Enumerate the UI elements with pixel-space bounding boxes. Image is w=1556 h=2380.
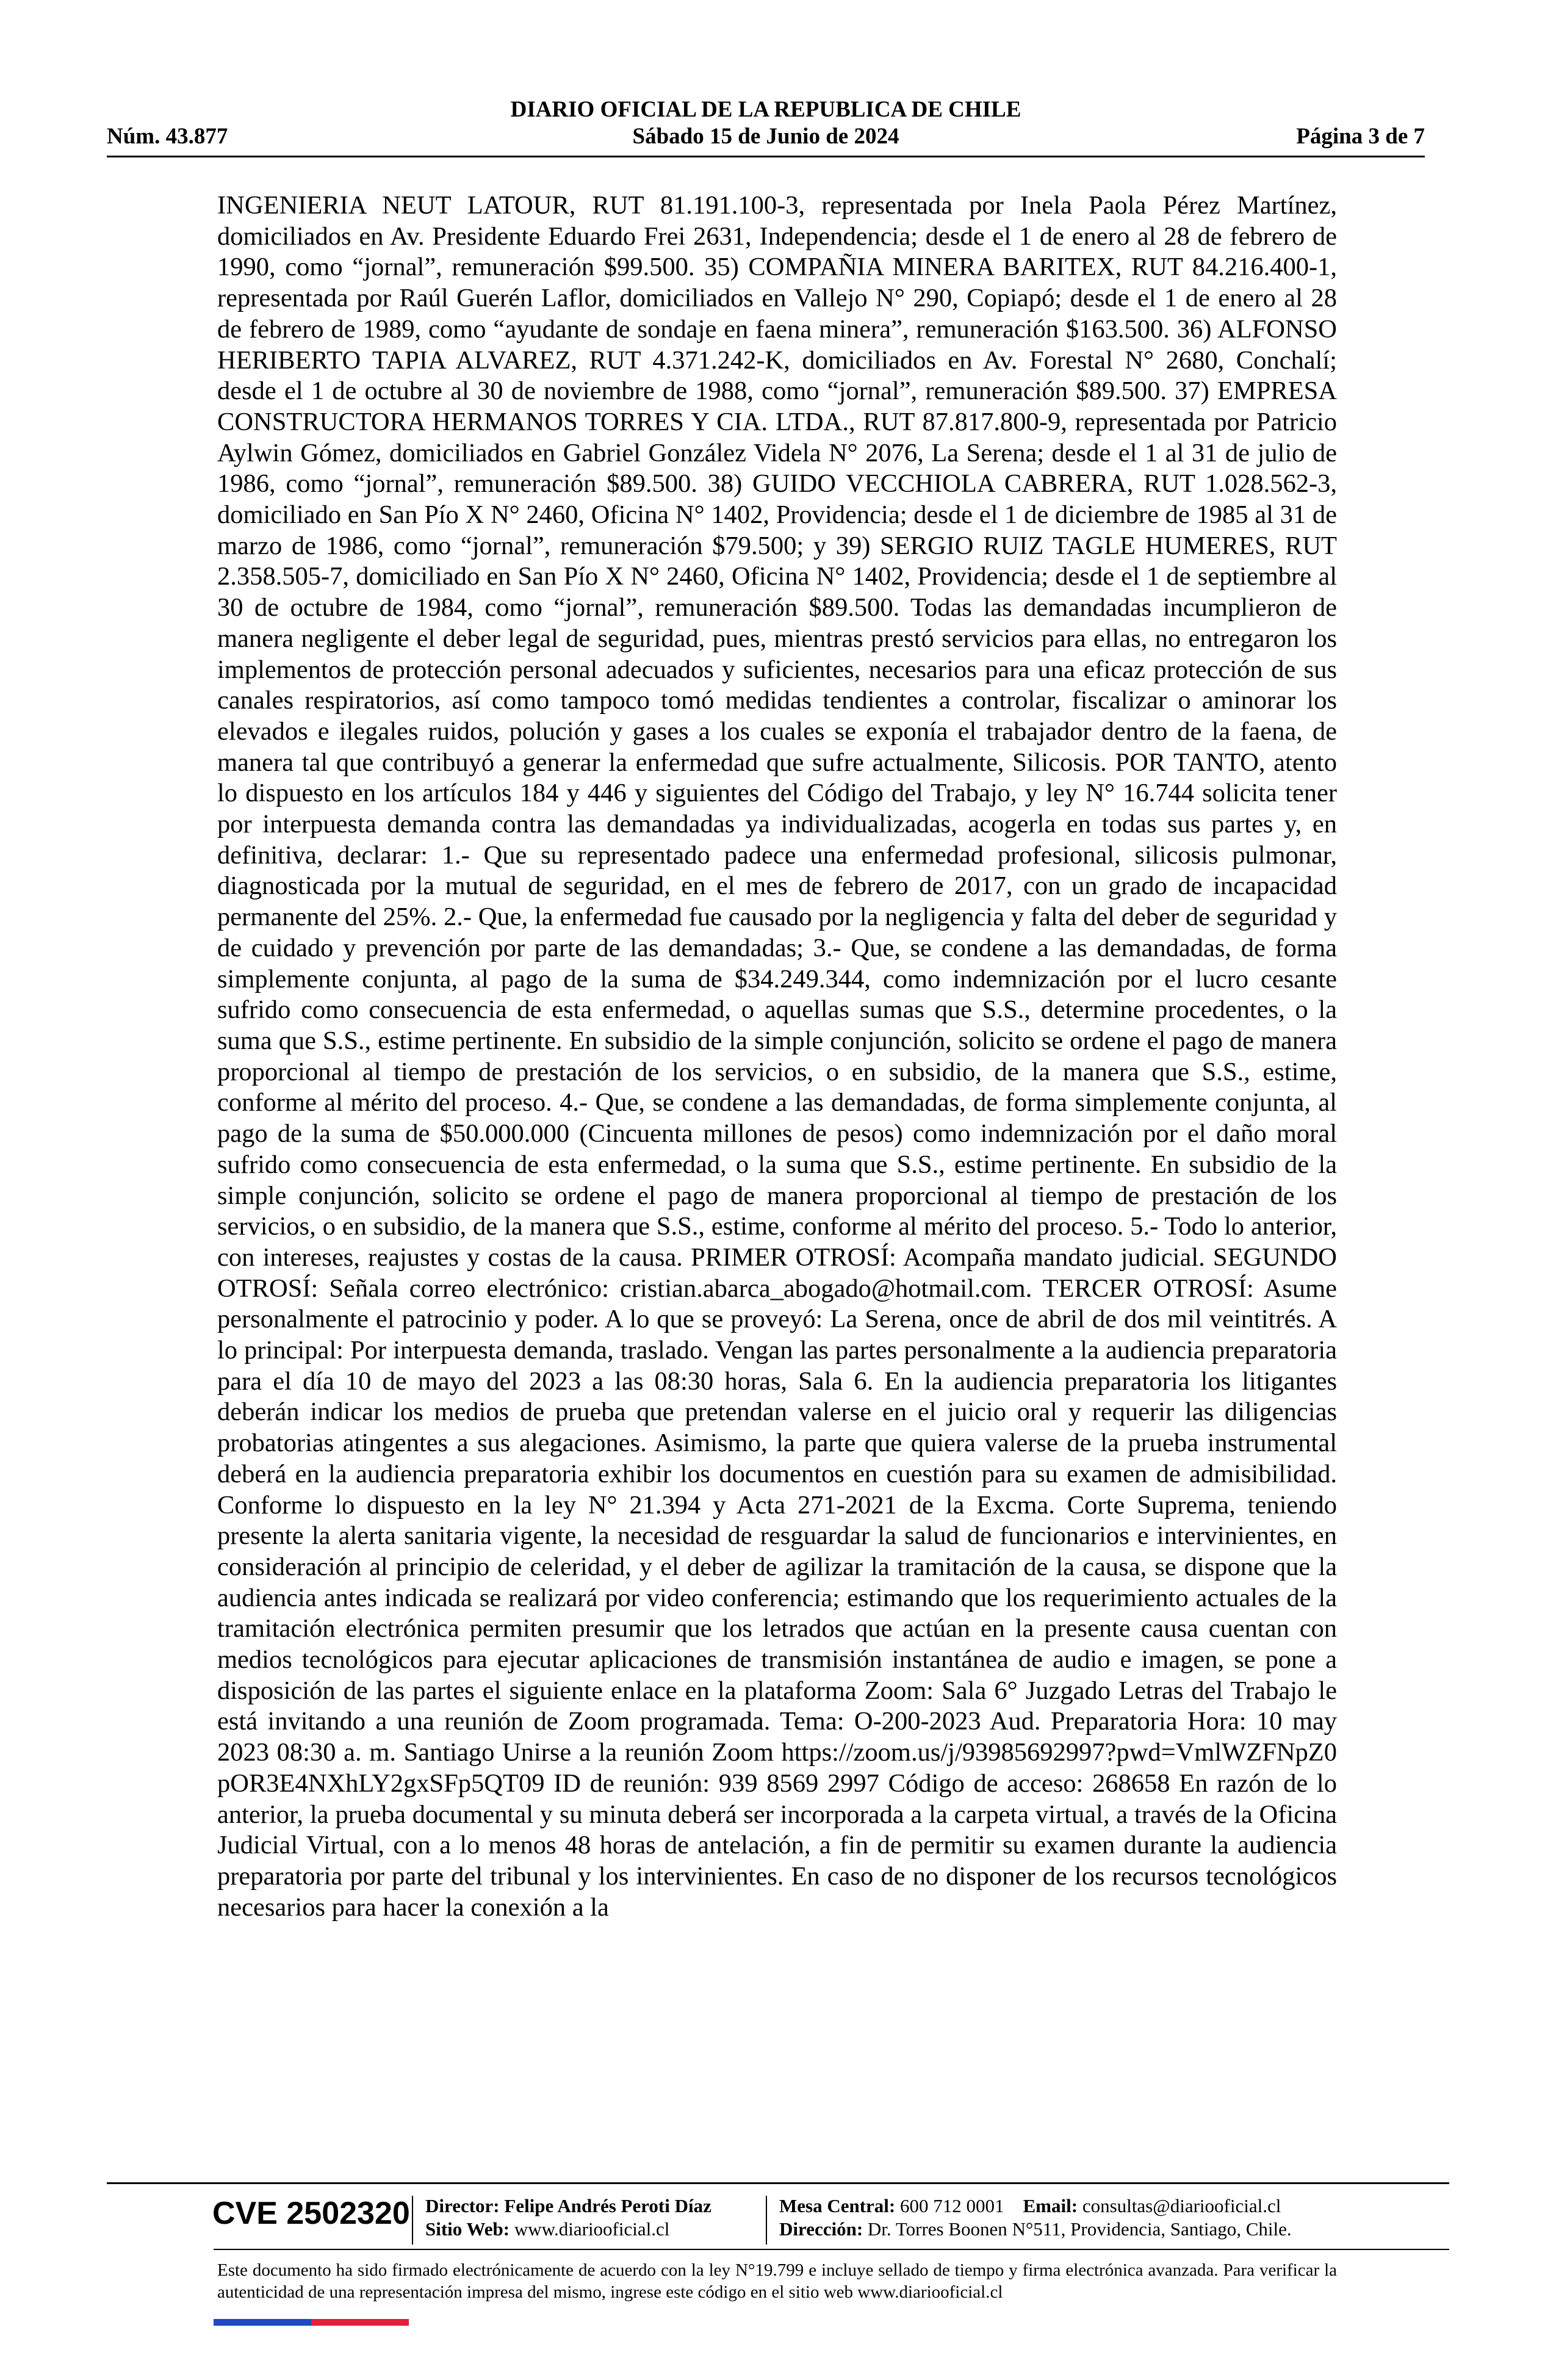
director-label: Director: bbox=[425, 2195, 500, 2216]
page-header bbox=[107, 92, 1425, 153]
address-value: Dr. Torres Boonen N°511, Providencia, Santiago, Chile. bbox=[867, 2218, 1292, 2240]
cve-code: CVE 2502320 bbox=[212, 2196, 410, 2231]
publication-title: DIARIO OFICIAL DE LA REPUBLICA DE CHILE bbox=[510, 97, 1021, 122]
director-name: Felipe Andrés Peroti Díaz bbox=[504, 2195, 711, 2216]
email-label: Email: bbox=[1023, 2195, 1078, 2216]
header-divider bbox=[107, 156, 1425, 157]
flag-blue-bar bbox=[214, 2319, 311, 2326]
flag-red-bar bbox=[311, 2319, 409, 2326]
issue-number: Núm. 43.877 bbox=[107, 124, 228, 149]
page-number: Página 3 de 7 bbox=[1296, 124, 1425, 149]
footer-divider bbox=[107, 2182, 1449, 2184]
footer-divider-lower bbox=[214, 2249, 1449, 2250]
footer-separator bbox=[412, 2196, 413, 2245]
website-link[interactable]: www.diariooficial.cl bbox=[514, 2218, 670, 2240]
footer-director-column bbox=[425, 2194, 711, 2241]
mesa-phone: 600 712 0001 bbox=[900, 2195, 1004, 2216]
mesa-label: Mesa Central: bbox=[779, 2195, 896, 2216]
signature-notice: Este documento ha sido firmado electrónicamente de acuerdo con la ley N°19.799 e incluye sellado de tiempo y firma electrónica avanzada. Para verificar la autenticidad de una representación impresa del mismo, ingrese este código en el sitio web www.diariooficial.cl bbox=[217, 2260, 1337, 2302]
email-link[interactable]: consultas@diariooficial.cl bbox=[1082, 2195, 1281, 2216]
issue-date: Sábado 15 de Junio de 2024 bbox=[632, 124, 899, 149]
body-paragraph: INGENIERIA NEUT LATOUR, RUT 81.191.100-3, representada por Inela Paola Pérez Martínez, domiciliados en Av. Presidente Eduardo Frei 2631, Independencia; desde el 1 de enero al 28 de febrero de 1990, como “jornal”, remuneración $99.500. 35) COMPAÑIA MINERA BARITEX, RUT 84.216.400-1, representada por Raúl Guerén Laflor, domiciliados en Vallejo N° 290, Copiapó; desde el 1 de enero al 28 de febrero de 1989, como “ayudante de sondaje en faena minera”, remuneración $163.500. 36) ALFONSO HERIBERTO TAPIA ALVAREZ, RUT 4.371.242-K, domiciliados en Av. Forestal N° 2680, Conchalí; desde el 1 de octubre al 30 de noviembre de 1988, como “jornal”, remuneración $89.500. 37) EMPRESA CONSTRUCTORA HERMANOS TORRES Y CIA. LTDA., RUT 87.817.800-9, representada por Patricio Aylwin Gómez, domiciliados en Gabriel González Videla N° 2076, La Serena; desde el 1 al 31 de julio de 1986, como “jornal”, remuneración $89.500. 38) GUIDO VECCHIOLA CABRERA, RUT 1.028.562-3, domiciliado en San Pío X N° 2460, Oficina N° 1402, Providencia; desde el 1 de diciembre de 1985 al 31 de marzo de 1986, como “jornal”, remuneración $79.500; y 39) SERGIO RUIZ TAGLE HUMERES, RUT 2.358.505-7, domiciliado en San Pío X N° 2460, Oficina N° 1402, Providencia; desde el 1 de septiembre al 30 de octubre de 1984, como “jornal”, remuneración $89.500. Todas las demandadas incumplieron de manera negligente el deber legal de seguridad, pues, mientras prestó servicios para ellas, no entregaron los implementos de protección personal adecuados y suficientes, necesarios para una eficaz protección de sus canales respiratorios, así como tampoco tomó medidas tendientes a controlar, fiscalizar o aminorar los elevados e ilegales ruidos, polución y gases a los cuales se exponía el trabajador dentro de la faena, de manera tal que contribuyó a generar la enfermedad que sufre actualmente, Silicosis. POR TANTO, atento lo dispuesto en los artículos 184 y 446 y siguientes del Código del Trabajo, y ley N° 16.744 solicita tener por interpuesta demanda contra las demandadas ya individualizadas, acogerla en todas sus partes y, en definitiva, declarar: 1.- Que su representado padece una enfermedad profesional, silicosis pulmonar, diagnosticada por la mutual de seguridad, en el mes de febrero de 2017, con un grado de incapacidad permanente del 25%. 2.- Que, la enfermedad fue causado por la negligencia y falta del deber de seguridad y de cuidado y prevención por parte de las demandadas; 3.- Que, se condene a las demandadas, de forma simplemente conjunta, al pago de la suma de $34.249.344, como indemnización por el lucro cesante sufrido como consecuencia de esta enfermedad, o aquellas sumas que S.S., determine procedentes, o la suma que S.S., estime pertinente. En subsidio de la simple conjunción, solicito se ordene el pago de manera proporcional al tiempo de prestación de los servicios, o en subsidio, de la manera que S.S., estime, conforme al mérito del proceso. 4.- Que, se condene a las demandadas, de forma simplemente conjunta, al pago de la suma de $50.000.000 (Cincuenta millones de pesos) como indemnización por el daño moral sufrido como consecuencia de esta enfermedad, o la suma que S.S., estime pertinente. En subsidio de la simple conjunción, solicito se ordene el pago de manera proporcional al tiempo de prestación de los servicios, o en subsidio, de la manera que S.S., estime, conforme al mérito del proceso. 5.- Todo lo anterior, con intereses, reajustes y costas de la causa. PRIMER OTROSÍ: Acompaña mandato judicial. SEGUNDO OTROSÍ: Señala correo electrónico: cristian.abarca_abogado@hotmail.com. TERCER OTROSÍ: Asume personalmente el patrocinio y poder. A lo que se proveyó: La Serena, once de abril de dos mil veintitrés. A lo principal: Por interpuesta demanda, traslado. Vengan las partes personalmente a la audiencia preparatoria para el día 10 de mayo del 2023 a las 08:30 horas, Sala 6. En la audiencia preparatoria los litigantes deberán indicar los medios de prueba que pretendan valerse en el juicio oral y requerir las diligencias probatorias atingentes a sus alegaciones. Asimismo, la parte que quiera valerse de la prueba instrumental deberá en la audiencia preparatoria exhibir los documentos en cuestión para su examen de admisibilidad. Conforme lo dispuesto en la ley N° 21.394 y Acta 271-2021 de la Excma. Corte Suprema, teniendo presente la alerta sanitaria vigente, la necesidad de resguardar la salud de funcionarios e intervinientes, en consideración al principio de celeridad, y el deber de agilizar la tramitación de la causa, se dispone que la audiencia antes indicada se realizará por video conferencia; estimando que los requerimiento actuales de la tramitación electrónica permiten presumir que los letrados que actúan en la presente causa cuentan con medios tecnológicos para ejecutar aplicaciones de transmisión instantánea de audio e imagen, se pone a disposición de las partes el siguiente enlace en la plataforma Zoom: Sala 6° Juzgado Letras del Trabajo le está invitando a una reunión de Zoom programada. Tema: O-200-2023 Aud. Preparatoria Hora: 10 may 2023 08:30 a. m. Santiago Unirse a la reunión Zoom https://zoom.us/j/93985692997?pwd=VmlWZFNpZ0 pOR3E4NXhLY2gxSFp5QT09 ID de reunión: 939 8569 2997 Código de acceso: 268658 En razón de lo anterior, la prueba documental y su minuta deberá ser incorporada a la carpeta virtual, a través de la Oficina Judicial Virtual, con a lo menos 48 horas de antelación, a fin de permitir su examen durante la audiencia preparatoria por parte del tribunal y los intervinientes. En caso de no disponer de los recursos tecnológicos necesarios para hacer la conexión a la bbox=[217, 191, 1337, 1922]
website-label: Sitio Web: bbox=[425, 2218, 510, 2240]
address-label: Dirección: bbox=[779, 2218, 863, 2240]
footer-contact-column bbox=[779, 2194, 1292, 2241]
footer-separator bbox=[766, 2196, 767, 2245]
flag-stripe bbox=[214, 2319, 409, 2326]
